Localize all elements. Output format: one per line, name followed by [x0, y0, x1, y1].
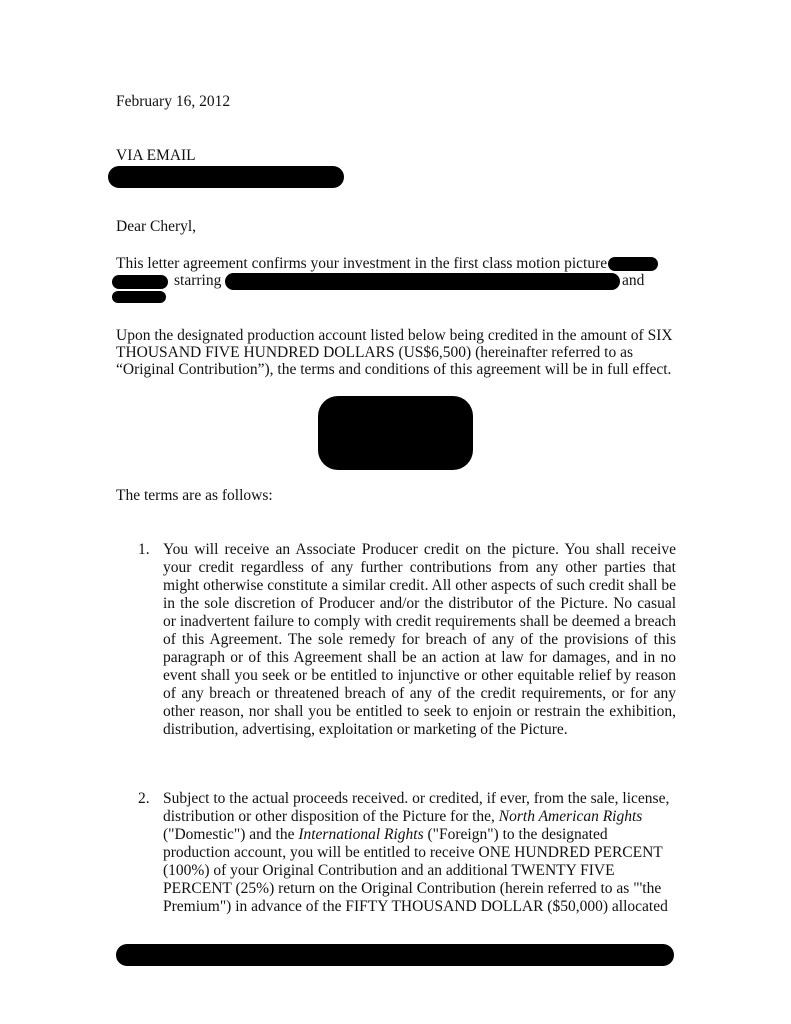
term-2-text-part-a: Subject to the actual proceeds received. or credited, if ever, from the sale, license, distribution or other disposition of the Picture for the, [163, 790, 670, 825]
redacted-cast-continued [112, 291, 166, 303]
terms-heading: The terms are as follows: [116, 487, 273, 504]
contribution-line-1: Upon the designated production account listed below being credited in the amount of SIX [116, 327, 673, 344]
intro-line-1: This letter agreement confirms your investment in the first class motion picture [116, 255, 608, 272]
redacted-recipient [108, 166, 344, 188]
term-1-number: 1. [138, 541, 150, 558]
term-2-text-part-c: ("Foreign") to the designated production account, you will be entitled to receive ONE HUNDRED PERCENT (100%) of your Original Contribution and an additional TWENTY FIVE PERCENT (25%) return on the Original Contribution (herein referred to as "'the Premium") in advance of the FIFTY THOUSAND DOLLAR ($50,000) allocated [163, 826, 668, 915]
redacted-cast-names [225, 273, 620, 290]
term-2-text-part-b: ("Domestic") and the [163, 826, 299, 843]
intro-and: and [622, 272, 645, 289]
delivery-method: VIA EMAIL [116, 147, 196, 164]
redacted-picture-title [608, 257, 658, 271]
redacted-title-continued [112, 275, 168, 289]
contribution-line-2: THOUSAND FIVE HUNDRED DOLLARS (US$6,500) (hereinafter referred to as [116, 344, 633, 361]
term-2-number: 2. [138, 790, 150, 807]
redacted-footer [116, 944, 674, 966]
term-2-text [163, 790, 676, 916]
international-rights: International Rights [298, 826, 424, 843]
north-american-rights: North American Rights [498, 808, 643, 825]
salutation: Dear Cheryl, [116, 218, 197, 235]
intro-starring: starring [174, 272, 222, 289]
term-1-text: You will receive an Associate Producer credit on the picture. You shall receive your credit regardless of any further contributions from any other parties that might otherwise constitute a similar credit. All other aspects of such credit shall be in the sole discretion of Producer and/or the distributor of the Picture. No casual or inadvertent failure to comply with credit requirements shall be deemed a breach of this Agreement. The sole remedy for breach of any of the provisions of this paragraph or of this Agreement shall be an action at law for damages, and in no event shall you seek or be entitled to injunctive or other equitable relief by reason of any breach or threatened breach of any of the credit requirements, or for any other reason, nor shall you be entitled to seek to enjoin or restrain the exhibition, distribution, advertising, exploitation or marketing of the Picture. [163, 541, 676, 738]
redacted-account-details [318, 396, 473, 470]
contribution-line-3: “Original Contribution”), the terms and conditions of this agreement will be in full effect. [116, 361, 672, 378]
letter-date: February 16, 2012 [116, 93, 231, 110]
